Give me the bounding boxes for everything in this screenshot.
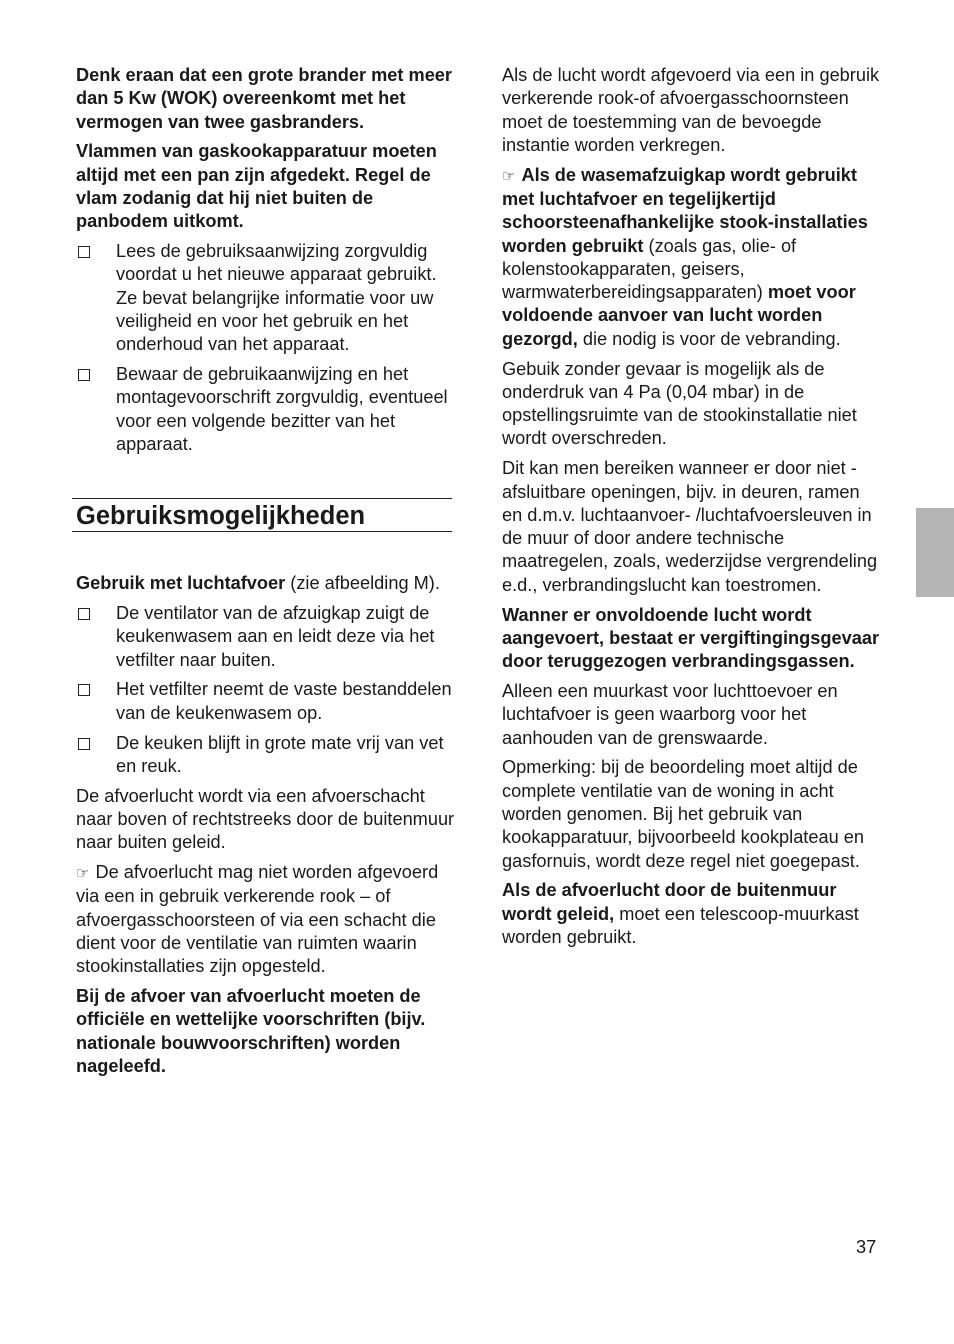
list-item xyxy=(76,240,456,356)
para-bold-end: Bij de afvoer van afvoerlucht moeten de officiële en wettelijke voorschriften (bijv. nationale bouwvoorschriften) worden nageleefd. xyxy=(76,986,426,1076)
para-6: Alleen een muurkast voor luchttoevoer en luchtafvoer is geen waarborg voor het aanhouden van de grenswaarde. xyxy=(502,680,838,748)
right-column xyxy=(502,64,882,956)
checkbox-bullet-icon xyxy=(78,369,90,381)
para-2-normal-a: (zoals gas, olie- of kolenstookapparaten, geisers, warmwaterbereidingsapparaten) xyxy=(502,235,797,303)
para-8-rest: moet een telescoop-muurkast worden gebruikt. xyxy=(502,903,859,947)
usage-label-bold: Gebruik met luchtafvoer xyxy=(76,573,286,594)
checkbox-bullet-icon xyxy=(78,608,90,620)
para-1: Als de lucht wordt afgevoerd via een in gebruik verkerende rook-of afvoergasschoornsteen moet de toestemming van de bevoegde instantie worden verkregen. xyxy=(502,65,880,155)
para-2-normal-b: die nodig is voor de vebranding. xyxy=(577,328,841,349)
list-item xyxy=(76,602,456,672)
list-item-text: De keuken blijft in grote mate vrij van vet en reuk. xyxy=(116,732,444,776)
pointing-hand-icon: ☞ xyxy=(502,167,516,185)
list-item-text: Lees de gebruiksaanwijzing zorgvuldig voordat u het nieuwe apparaat gebruikt. Ze bevat belangrijke informatie voor uw veiligheid en voor het gebruik en het onderhoud van het apparaat. xyxy=(116,241,437,355)
para-3: Gebuik zonder gevaar is mogelijk als de onderdruk van 4 Pa (0,04 mbar) in de opstellingsruimte van de stookinstallatie niet wordt overschreden. xyxy=(502,358,857,449)
section-heading: Gebruiksmogelijkheden xyxy=(76,502,366,531)
usage-label xyxy=(76,572,456,595)
checkbox-bullet-icon xyxy=(78,246,90,258)
page-number: 37 xyxy=(856,1237,877,1257)
para-2 xyxy=(502,164,882,351)
chapter-tab-marker xyxy=(916,508,954,597)
para-warning xyxy=(76,861,456,978)
checkbox-bullet-icon xyxy=(78,738,90,750)
checkbox-bullet-icon xyxy=(78,684,90,696)
section-heading-rule xyxy=(72,498,452,532)
list-item-text: Het vetfilter neemt de vaste bestanddelen van de keukenwasem op. xyxy=(116,679,452,723)
list-item-text: Bewaar de gebruikaanwijzing en het montagevoorschrift zorgvuldig, eventueel voor een volgende bezitter van het apparaat. xyxy=(116,364,448,454)
para-5-bold: Wanner er onvoldoende lucht wordt aangevoert, bestaat er vergiftingingsgevaar door teruggezogen verbrandingsgassen. xyxy=(502,604,880,672)
intro-bold-2: Vlammen van gaskookapparatuur moeten altijd met een pan zijn afgedekt. Regel de vlam zodanig dat hij niet buiten de panbodem uitkomt. xyxy=(76,141,437,232)
left-column xyxy=(76,64,456,1085)
usage-label-rest: (zie afbeelding M). xyxy=(285,573,440,594)
para-8 xyxy=(502,879,882,949)
para-7: Opmerking: bij de beoordeling moet altijd de complete ventilatie van de woning in acht worden genomen. Bij het gebruik van kookapparatuur, bijvoorbeeld kookplateau en gasfornuis, wordt deze regel niet goegepast. xyxy=(502,757,864,871)
intro-bold-1: Denk eraan dat een grote brander met meer dan 5 Kw (WOK) overeenkomt met het vermogen van twee gasbranders. xyxy=(76,65,453,132)
para-2-bold-a: Als de wasemafzuigkap wordt gebruikt met luchtafvoer en tegelijkertijd schoorsteenafhankelijke stook-installaties worden gebruikt xyxy=(502,164,868,256)
list-item xyxy=(76,678,456,725)
para-warning-text: De afvoerlucht mag niet worden afgevoerd via een in gebruik verkerende rook – of afvoergasschoorsteen of via een schacht die dient voor de ventilatie van ruimten waarin stookinstallaties zijn opgesteld. xyxy=(76,862,439,977)
list-item-text: De ventilator van de afzuigkap zuigt de keukenwasem aan en leidt deze via het vetfilter naar buiten. xyxy=(116,603,435,670)
list-item xyxy=(76,363,456,456)
pointing-hand-icon: ☞ xyxy=(76,865,90,883)
para-8-bold: Als de afvoerlucht door de buitenmuur wordt geleid, xyxy=(502,880,837,924)
para-afvoer: De afvoerlucht wordt via een afvoerschacht naar boven of rechtstreeks door de buitenmuur naar buiten geleid. xyxy=(76,785,455,853)
para-2-bold-b: moet voor voldoende aanvoer van lucht worden gezorgd, xyxy=(502,282,856,349)
para-4: Dit kan men bereiken wanneer er door niet -afsluitbare openingen, bijv. in deuren, ramen en d.m.v. luchtaanvoer- /luchtafvoersleuven in de muur of door andere technische maatregelen, zoals, wederzijdse vergrendeling e.d., verbrandingslucht kan toestromen. xyxy=(502,458,878,595)
list-item xyxy=(76,732,456,779)
